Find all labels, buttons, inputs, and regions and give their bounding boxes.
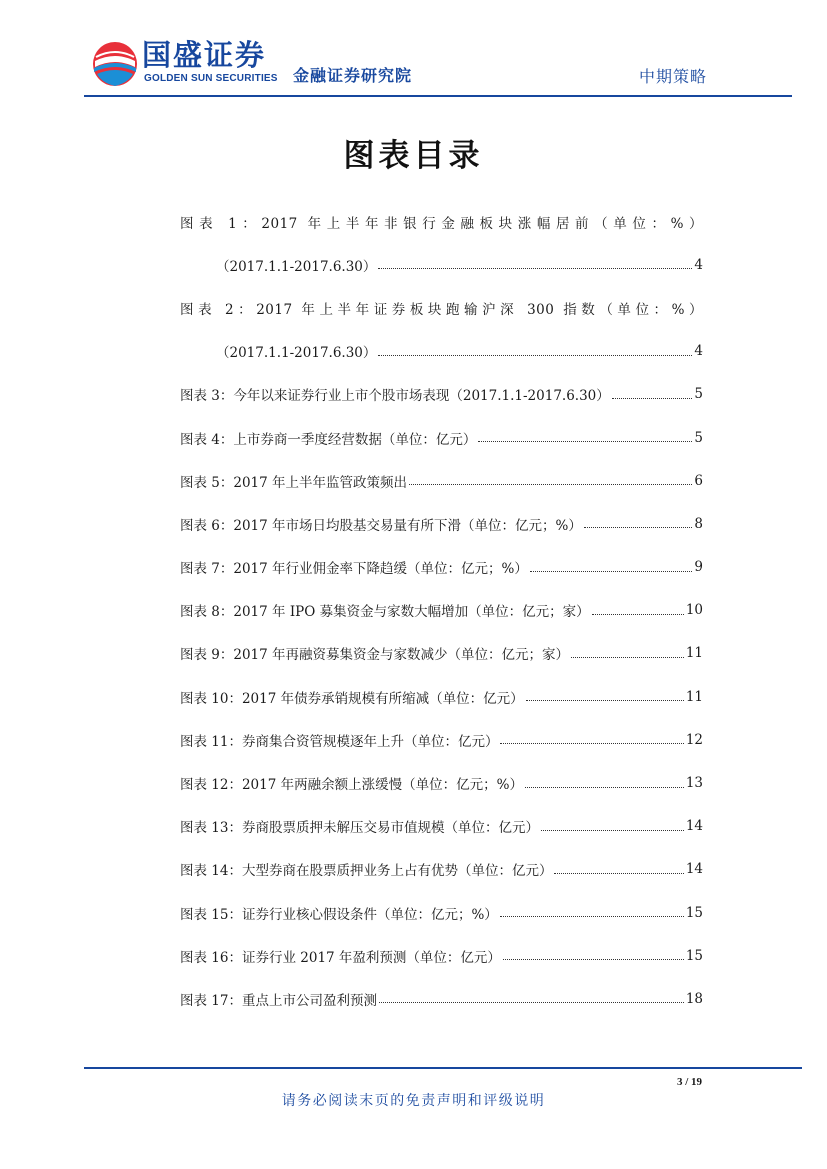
toc-leader-dots <box>584 513 693 528</box>
toc-leader-dots <box>612 384 693 399</box>
toc-entry-page: 14 <box>685 818 703 835</box>
toc-leader-dots <box>592 600 684 615</box>
toc-leader-dots <box>500 729 683 744</box>
institute-name: 金融证券研究院 <box>293 66 413 85</box>
toc-entry-page: 5 <box>694 386 703 403</box>
toc-entry-page: 15 <box>685 947 703 964</box>
toc-leader-dots <box>503 945 684 960</box>
toc-entry[interactable] <box>180 977 703 1020</box>
toc-entry[interactable] <box>180 761 703 804</box>
toc-entry[interactable] <box>180 459 703 502</box>
report-type: 中期策略 <box>638 67 707 86</box>
toc-entry-page: 15 <box>685 904 703 921</box>
toc-entry-label: 图表 3：今年以来证券行业上市个股市场表现（2017.1.1-2017.6.30） <box>180 388 610 405</box>
toc-entry-label: 图表 12：2017 年两融余额上涨缓慢（单位：亿元；%） <box>180 777 523 794</box>
toc-entry-label: 图表 4：上市券商一季度经营数据（单位：亿元） <box>180 431 477 448</box>
toc-entry-label: 图表 1：2017 年上半年非银行金融板块涨幅居前（单位：%） <box>180 215 703 232</box>
toc-entry[interactable] <box>180 373 703 416</box>
toc-entry-label: （2017.1.1-2017.6.30） <box>216 258 377 275</box>
toc-entry[interactable] <box>180 286 703 329</box>
toc-entry[interactable] <box>180 416 703 459</box>
footer-divider <box>84 1067 802 1069</box>
toc-entry[interactable] <box>180 632 703 675</box>
toc-entry-page: 10 <box>685 602 703 619</box>
logo-chinese-name: 国盛证券 <box>142 38 267 72</box>
toc-entry-label: 图表 2：2017 年上半年证券板块跑输沪深 300 指数（单位：%） <box>180 301 703 318</box>
toc-entry-page: 14 <box>685 861 703 878</box>
toc-entry-label: 图表 13：券商股票质押未解压交易市值规模（单位：亿元） <box>180 820 539 837</box>
toc-entry-label: 图表 10：2017 年债券承销规模有所缩减（单位：亿元） <box>180 690 524 707</box>
toc-entry-page: 11 <box>685 645 703 662</box>
toc-leader-dots <box>541 816 684 831</box>
toc-leader-dots <box>500 902 684 917</box>
toc-entry[interactable] <box>180 891 703 934</box>
toc-leader-dots <box>554 859 683 874</box>
toc-leader-dots <box>378 341 692 356</box>
toc-entry-page: 6 <box>694 472 703 489</box>
toc-entry-page: 9 <box>694 559 703 576</box>
toc-entry-label: 图表 9：2017 年再融资募集资金与家数减少（单位：亿元；家） <box>180 647 570 664</box>
toc-entry-label: 图表 6：2017 年市场日均股基交易量有所下滑（单位：亿元；%） <box>180 517 582 534</box>
toc-leader-dots <box>530 557 693 572</box>
header-divider <box>84 95 792 97</box>
toc-entry-page: 18 <box>685 990 703 1007</box>
logo-english-name: GOLDEN SUN SECURITIES <box>144 73 278 84</box>
toc-entry[interactable] <box>180 589 703 632</box>
toc-entry-label: 图表 11：券商集合资管规模逐年上升（单位：亿元） <box>180 733 499 750</box>
toc-entry-label: 图表 16：证券行业 2017 年盈利预测（单位：亿元） <box>180 949 501 966</box>
toc-leader-dots <box>378 254 692 269</box>
toc-entry-label: 图表 5：2017 年上半年监管政策频出 <box>180 474 408 491</box>
toc-entry[interactable] <box>180 805 703 848</box>
toc-entry[interactable] <box>180 675 703 718</box>
toc-entry-label: 图表 14：大型券商在股票质押业务上占有优势（单位：亿元） <box>180 863 553 880</box>
toc-entry[interactable] <box>180 200 703 243</box>
toc-leader-dots <box>526 686 684 701</box>
table-of-figures <box>180 200 703 1021</box>
toc-entry[interactable] <box>180 546 703 589</box>
toc-entry-page: 8 <box>694 515 703 532</box>
toc-entry[interactable] <box>180 934 703 977</box>
toc-entry-label: 图表 15：证券行业核心假设条件（单位：亿元；%） <box>180 906 498 923</box>
toc-entry-page: 11 <box>685 688 703 705</box>
toc-entry-label: 图表 8：2017 年 IPO 募集资金与家数大幅增加（单位：亿元；家） <box>180 604 590 621</box>
page-title: 图表目录 <box>343 138 484 174</box>
toc-entry-label: （2017.1.1-2017.6.30） <box>216 345 377 362</box>
toc-entry-page: 12 <box>685 731 703 748</box>
toc-entry-page: 4 <box>694 256 703 273</box>
page-header <box>0 0 827 100</box>
toc-entry[interactable] <box>180 502 703 545</box>
toc-entry-label: 图表 7：2017 年行业佣金率下降趋缓（单位：亿元；%） <box>180 561 528 578</box>
toc-entry[interactable] <box>180 848 703 891</box>
toc-entry-label: 图表 17：重点上市公司盈利预测 <box>180 992 377 1009</box>
toc-leader-dots <box>379 988 684 1003</box>
toc-leader-dots <box>478 427 692 442</box>
golden-sun-logo-icon <box>92 41 138 87</box>
toc-leader-dots <box>409 470 692 485</box>
toc-entry[interactable] <box>180 330 703 373</box>
disclaimer-link[interactable]: 请务必阅读末页的免责声明和评级说明 <box>281 1093 546 1109</box>
toc-entry[interactable] <box>180 243 703 286</box>
toc-entry-page: 4 <box>694 343 703 360</box>
toc-entry-page: 5 <box>694 429 703 446</box>
toc-entry[interactable] <box>180 718 703 761</box>
page-number: 3 / 19 <box>676 1076 702 1088</box>
toc-leader-dots <box>525 773 684 788</box>
toc-leader-dots <box>571 643 684 658</box>
toc-entry-page: 13 <box>685 775 703 792</box>
